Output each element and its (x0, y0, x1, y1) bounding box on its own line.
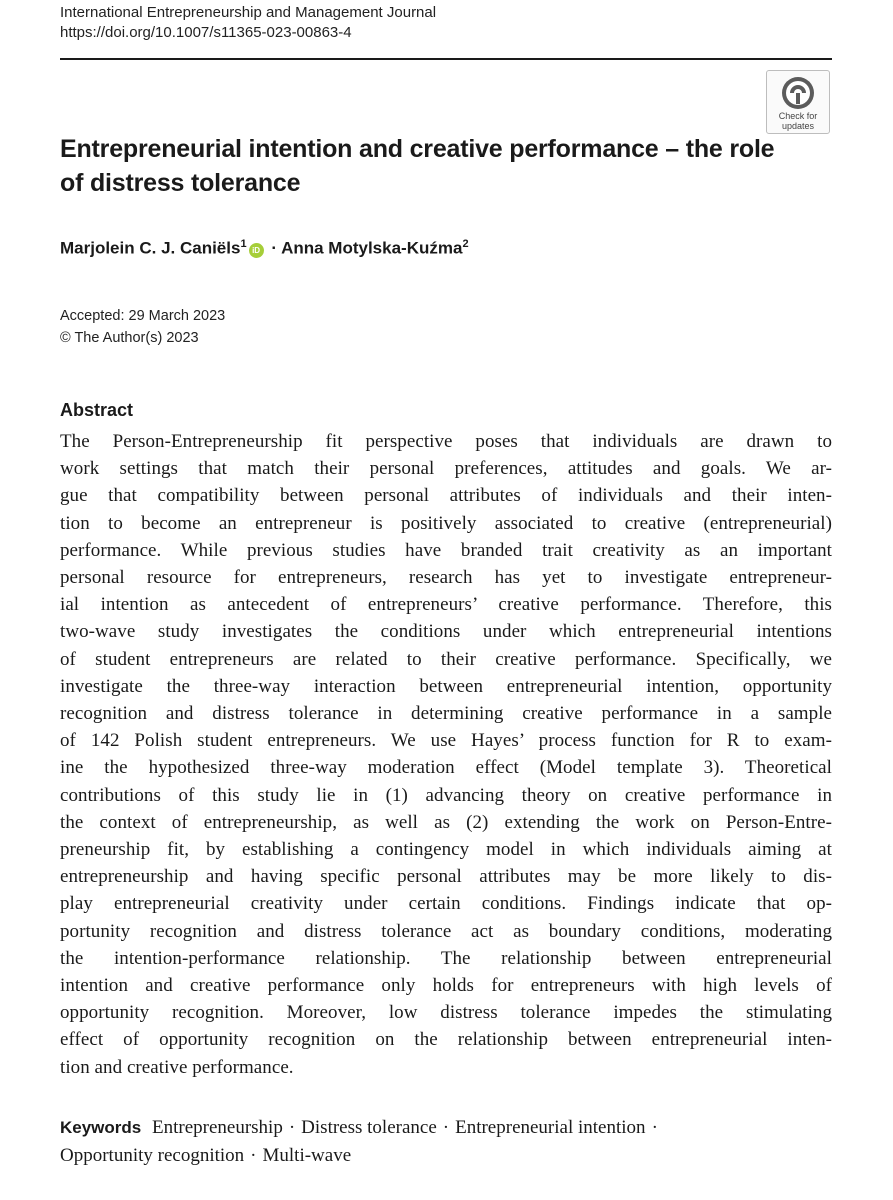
badge-line-1: Check for (778, 111, 818, 121)
abstract-line: effect of opportunity recognition on the relationship between entrepreneurial inten- (60, 1029, 832, 1051)
abstract-line: gue that compatibility between personal attributes of individuals and their inten- (60, 485, 832, 507)
keyword-separator: · (288, 1117, 296, 1138)
check-for-updates-badge[interactable] (766, 70, 830, 134)
keyword-2: Distress tolerance (301, 1117, 437, 1138)
abstract-line: play entrepreneurial creativity under certain conditions. Findings indicate that op- (60, 893, 832, 915)
badge-line-2: updates (781, 121, 815, 131)
abstract-line: personal resource for entrepreneurs, research has yet to investigate entrepreneur- (60, 567, 832, 589)
abstract-body (60, 428, 832, 1081)
abstract-line: intention and creative performance only holds for entrepreneurs with high levels of (60, 975, 832, 997)
abstract-line: work settings that match their personal preferences, attitudes and goals. We ar- (60, 458, 832, 480)
abstract-line: ial intention as antecedent of entrepreneurs’ creative performance. Therefore, this (60, 594, 832, 616)
abstract-line: recognition and distress tolerance in determining creative performance in a sample (60, 703, 832, 725)
author-affiliation-2: 2 (462, 238, 469, 250)
abstract-line: preneurship fit, by establishing a contingency model in which individuals aiming at (60, 839, 832, 861)
abstract-line: the intention-performance relationship. The relationship between entrepreneurial (60, 947, 832, 969)
keyword-1: Entrepreneurship (152, 1117, 283, 1138)
abstract-line: tion to become an entrepreneur is positively associated to creative (entrepreneurial) (60, 512, 832, 534)
badge-label (767, 111, 829, 131)
abstract-line: opportunity recognition. Moreover, low distress tolerance impedes the stimulating (60, 1002, 832, 1024)
keywords-section (60, 1114, 832, 1170)
abstract-line: of 142 Polish student entrepreneurs. We use Hayes’ process function for R to exam- (60, 730, 832, 752)
abstract-line: of student entrepreneurs are related to their creative performance. Specifically, we (60, 648, 832, 670)
abstract-line: portunity recognition and distress tolerance act as boundary conditions, moderating (60, 920, 832, 942)
check-for-updates-icon (780, 75, 816, 111)
abstract-line: The Person-Entrepreneurship fit perspective poses that individuals are drawn to (60, 431, 832, 452)
keyword-3: Entrepreneurial intention (455, 1117, 646, 1138)
keyword-5: Multi-wave (262, 1145, 352, 1166)
keyword-separator: · (250, 1145, 257, 1166)
orcid-icon[interactable]: iD (249, 243, 264, 258)
accepted-date: Accepted: 29 March 2023 (60, 308, 226, 324)
abstract-line: contributions of this study lie in (1) advancing theory on creative performance in (60, 784, 832, 806)
author-name-2[interactable]: Anna Motylska-Kuźma (281, 238, 463, 258)
paper-title: Entrepreneurial intention and creative performance – the role of distress tolerance (60, 135, 775, 197)
author-list (60, 238, 469, 259)
copyright-notice: © The Author(s) 2023 (60, 330, 199, 346)
abstract-line: investigate the three-way interaction between entrepreneurial intention, opportunity (60, 675, 832, 697)
keywords-label: Keywords (60, 1118, 142, 1137)
abstract-line: ine the hypothesized three-way moderation effect (Model template 3). Theoretical (60, 757, 832, 779)
keyword-separator: · (651, 1117, 658, 1138)
author-name-1[interactable]: Marjolein C. J. Caniëls (60, 238, 241, 258)
abstract-line: the context of entrepreneurship, as well as (2) extending the work on Person-Entre- (60, 811, 832, 833)
keyword-4: Opportunity recognition (60, 1145, 245, 1166)
abstract-line: performance. While previous studies have branded trait creativity as an important (60, 539, 832, 561)
journal-name: International Entrepreneurship and Management Journal (60, 4, 437, 21)
author-affiliation-1: 1 (240, 238, 247, 250)
abstract-line: tion and creative performance. (60, 1056, 294, 1078)
keyword-separator: · (442, 1117, 450, 1138)
abstract-heading: Abstract (60, 400, 134, 420)
abstract-line: entrepreneurship and having specific personal attributes may be more likely to dis- (60, 866, 832, 888)
doi-link[interactable]: https://doi.org/10.1007/s11365-023-00863-4 (60, 24, 352, 41)
abstract-line: two-wave study investigates the conditions under which entrepreneurial intentions (60, 621, 832, 643)
author-separator: · (271, 238, 277, 258)
header-rule (60, 58, 832, 60)
